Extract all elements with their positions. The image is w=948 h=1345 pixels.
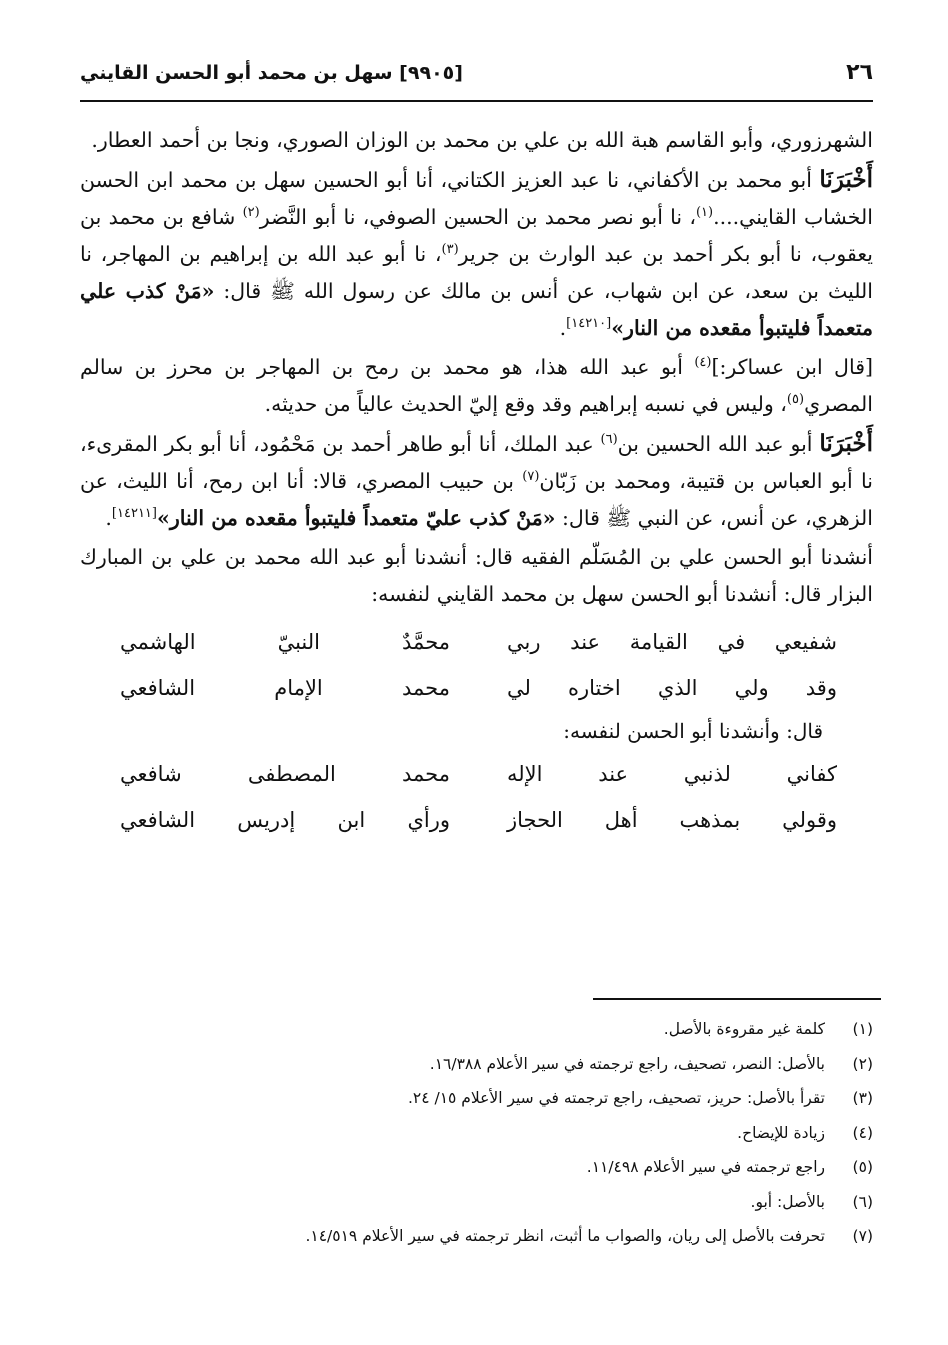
footnote-number: (٥)	[852, 1158, 873, 1176]
verse-first-hemistich: وقولي بمذهب أهل الحجاز	[507, 808, 837, 832]
verse-second-hemistich: محمد الإمام الشافعي	[120, 676, 450, 700]
paragraph-1	[80, 122, 873, 159]
footnote-number: (٣)	[852, 1089, 873, 1107]
verse-second-hemistich: محمد المصطفى شافعي	[120, 762, 450, 786]
verse-first-hemistich: شفيعي في القيامة عند ربي	[507, 630, 837, 654]
verse-second-hemistich: ورأي ابن إدريس الشافعي	[120, 808, 450, 832]
paragraph-end: .	[105, 506, 112, 530]
paragraph-text: عبد الملك، أنا أبو طاهر أحمد بن مَحْمُود، أنا أبو بكر المقرىء، نا أبو العباس بن قتيبة، ومحمد بن زَبّان	[80, 432, 873, 493]
footnote-text: راجع ترجمته في سير الأعلام ١١/٤٩٨.	[586, 1158, 825, 1176]
verse-first-hemistich: كفاني لذنبي عند الإله	[507, 762, 837, 786]
footnotes	[80, 1012, 873, 1254]
paragraph-2	[80, 161, 873, 347]
footnote-item	[80, 1012, 873, 1047]
hadith-number: [١٤٢١١]	[111, 506, 157, 522]
poem-verse	[80, 797, 873, 843]
paragraph-text: ، وليس في نسبه إبراهيم وقد وقع إليّ الحديث عالياً من حديثه.	[264, 392, 787, 416]
footnote-item	[80, 1219, 873, 1254]
page-header	[80, 60, 873, 96]
paragraph-text: ، نا أبو نصر محمد بن الحسين الصوفي، نا أبو النَّضر	[259, 205, 696, 229]
footnote-text: تقرأ بالأصل: حريز، تصحيف، راجع ترجمته في سير الأعلام ١٥/ ٢٤.	[407, 1089, 825, 1107]
footnote-ref-6: (٦)	[600, 432, 618, 448]
paragraph-text: أبو محمد بن الأكفاني، نا عبد العزيز الكتاني، أنا أبو الحسين سهل بن محمد ابن الحسن الخشاب القايني....	[80, 168, 873, 229]
footnote-item	[80, 1185, 873, 1220]
paragraph-5	[80, 539, 873, 613]
footnote-ref-7: (٧)	[522, 469, 540, 485]
footnote-number: (٦)	[852, 1192, 873, 1211]
verse-second-hemistich: محمَّدٌ النبيّ الهاشمي	[120, 630, 450, 654]
akhbarana-lead: أَخْبَرَنَا	[819, 166, 873, 193]
verse-first-hemistich: وقد ولي الذي اختاره لي	[507, 676, 837, 700]
footnote-ref-4: (٤)	[694, 355, 712, 371]
paragraph-end: .	[559, 316, 567, 340]
footnote-text: زيادة للإيضاح.	[737, 1123, 825, 1142]
poem-verse	[80, 619, 873, 665]
footnote-ref-3: (٣)	[441, 242, 459, 258]
header-rule	[80, 100, 873, 102]
footnote-text: بالأصل: النصر، تصحيف، راجع ترجمته في سير الأعلام ١٦/٣٨٨.	[429, 1054, 825, 1073]
paragraph-text: الشهرزوري، وأبو القاسم هبة الله بن علي بن محمد بن الوزان الصوري، ونجا بن أحمد العطار.	[91, 128, 873, 152]
paragraph-text: ، نا أبو عبد الله بن إبراهيم بن المهاجر، نا الليث بن سعد، عن ابن شهاب، عن أنس بن مالك عن رسول الله ﷺ قال:	[80, 242, 873, 303]
paragraph-text: أبو عبد الله الحسين بن	[617, 432, 820, 456]
akhbarana-lead: أَخْبَرَنَا	[819, 430, 873, 457]
poem-verse	[80, 751, 873, 797]
footnote-item	[80, 1047, 873, 1082]
poem-verse	[80, 665, 873, 711]
footnote-text: تحرفت بالأصل إلى ريان، والصواب ما أثبت، انظر ترجمته في سير الأعلام ١٤/٥١٩.	[305, 1227, 825, 1245]
hadith-quote: «مَنْ كذب علي متعمداً فليتبوأ مقعده من النار»	[80, 279, 873, 340]
footnote-item	[80, 1116, 873, 1151]
footnote-item	[80, 1081, 873, 1116]
paragraph-text: شافع بن محمد بن يعقوب، نا أبو بكر أحمد بن عبد الوارث بن جرير	[80, 205, 873, 266]
footnote-separator	[593, 998, 881, 1000]
running-title: [٩٩٠٥] سهل بن محمد أبو الحسن القايني	[80, 62, 463, 84]
footnote-ref-1: (١)	[695, 205, 714, 221]
footnote-ref-2: (٢)	[242, 205, 260, 221]
footnote-text: كلمة غير مقروءة بالأصل.	[663, 1020, 825, 1038]
hadith-number: [١٤٢١٠]	[566, 316, 612, 332]
footnote-number: (٧)	[852, 1227, 873, 1245]
poem-block	[80, 619, 873, 843]
page-number: ٢٦	[846, 60, 873, 85]
paragraph-3	[80, 349, 873, 423]
footnote-text: بالأصل: أبو.	[750, 1192, 825, 1211]
hadith-quote: «مَنْ كذب عليّ متعمداً فليتبوأ مقعده من النار»	[157, 506, 556, 530]
paragraph-4	[80, 425, 873, 537]
paragraph-text: أبو عبد الله هذا، هو محمد بن رمح بن المهاجر بن محرز بن سالم المصري	[80, 355, 873, 416]
footnote-number: (٢)	[852, 1054, 873, 1073]
poem-intro: قال: وأنشدنا أبو الحسن لنفسه:	[563, 719, 823, 743]
editor-insertion: [قال ابن عساكر:]	[711, 355, 873, 379]
footnote-ref-5: (٥)	[786, 392, 805, 408]
main-text	[80, 122, 873, 843]
footnote-number: (٤)	[852, 1123, 873, 1142]
paragraph-text: أنشدنا أبو الحسن علي بن المُسَلّم الفقيه قال: أنشدنا أبو عبد الله محمد بن علي بن المبارك البزار قال: أنشدنا أبو الحسن سهل بن محمد القايني لنفسه:	[80, 545, 873, 606]
footnote-number: (١)	[852, 1020, 873, 1038]
footnote-item	[80, 1150, 873, 1185]
paragraph-text: بن حبيب المصري، قالا: أنا ابن رمح، أنا الليث، عن الزهري، عن أنس، عن النبي ﷺ قال:	[80, 469, 873, 530]
